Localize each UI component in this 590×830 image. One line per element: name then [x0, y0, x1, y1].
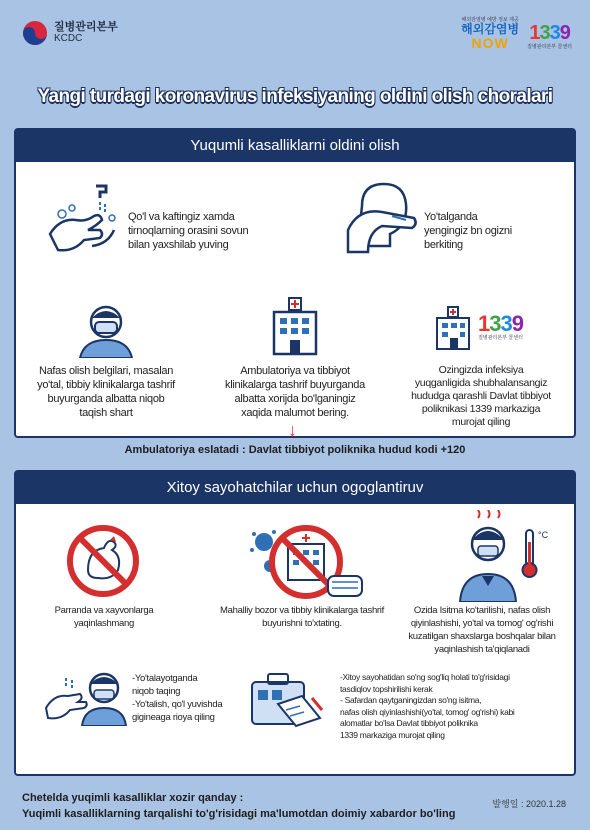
no-poultry-icon	[64, 522, 142, 600]
fever-text: Ozida Isitma ko'tarilishi, nafas olish qiyinlashishi, yo'tal va tomog' og'rishi kuzatilgan shaxslarga boshqalar bilan yaqinlashish ta'qiqlanadi	[408, 605, 556, 655]
report-infection-text: Ozingizda infeksiya yuqganligida shubhalansangiz hududga qarashli Davlat tibbiyot poliknikasi 1339 markaziga murojat qiling	[411, 364, 551, 428]
publish-date: 발행일 : 2020.1.28	[492, 799, 566, 809]
cough-text: Yo'talganda yengingiz bn ogizni berkiting	[424, 211, 512, 251]
cough-elbow-icon	[342, 180, 418, 260]
org-name-ko: 질병관리본부	[54, 21, 118, 33]
no-poultry-text: Parranda va xayvonlarga yaqinlashmang	[54, 605, 154, 629]
travelers-section	[14, 470, 576, 776]
down-arrow-icon: ↓	[288, 420, 297, 440]
hand-washing-icon	[42, 184, 122, 260]
travelers-section-header: Xitoy sayohatchilar uchun ogoglantiruv	[16, 472, 574, 504]
medical-kit-document-icon	[248, 668, 334, 730]
footer-advice: Yuqimli kasalliklarning tarqalishi to'g'risidagi ma'lumotdan doimiy xabardor bo'ling	[22, 808, 456, 820]
taegeuk-icon	[22, 20, 48, 46]
hospital-text: Ambulatoriya va tibbiyot klinikalarga tashrif buyurganda albatta xorijda bo'lganingiz xaqida malumot bering.	[225, 365, 365, 419]
mask-cough-hygiene-text: -Yo'talayotganda niqob taqing -Yo'talish, qo'l yuvishda gigineaga rioya qiling	[132, 673, 223, 723]
call-center-logo: 1339 질병관리본부 콜센터	[527, 22, 572, 50]
mask-person-icon	[76, 302, 136, 358]
celsius-label: °C	[538, 530, 549, 540]
travel-disease-now-logo: 해외감염병 예방 정보 제공 해외감염병 NOW	[461, 17, 520, 51]
page-title: Yangi turdagi koronavirus infeksiyaning oldini olish choralari	[37, 86, 553, 107]
hospital-icon	[268, 296, 322, 356]
kcdc-logo	[22, 20, 118, 46]
post-travel-report-text: -Xitoy sayohatidan so'ng sog'liq holati to'g'risidagi tasdiqlov topshirilishi kerak - Safardan qaytganingizdan so'ng isitma, nafas olish qiyinlashishi(yo'tal, tomog' og'rishi) kabi alomatlar bo'lsa Davlat tibbiyot poliknika 1339 markaziga murojat qiling	[340, 672, 515, 740]
org-name-en: KCDC	[54, 33, 83, 44]
mask-text: Nafas olish belgilari, masalan yo'tal, tibbiy klinikalarga tashrif buyurganda albatta niqob taqish shart	[37, 365, 175, 419]
fever-person-icon	[456, 510, 549, 602]
partner-logos	[461, 16, 572, 50]
hand-washing-text: Qo'l va kaftingiz xamda tirnoqlarning orasini sovun bilan yaxshilab yuving	[128, 211, 249, 251]
mask-and-wash-icon	[40, 668, 130, 726]
area-code-note: Ambulatoriya eslatadi : Davlat tibbiyot poliknika hudud kodi +120	[124, 444, 466, 456]
call-center-1339-logo: 1339 질병관리본부 콜센터	[478, 311, 523, 341]
no-market-text: Mahalliy bozor va tibbiy klinikalarga tashrif buyurishni to'xtating.	[220, 605, 384, 629]
footer-question: Chetelda yuqimli kasalliklar xozir qanday :	[22, 792, 244, 804]
prevention-section-header: Yuqumli kasalliklarni oldini olish	[16, 130, 574, 162]
prevention-section	[14, 128, 576, 438]
clinic-building-icon	[434, 306, 474, 350]
no-market-clinic-icon	[248, 520, 366, 604]
